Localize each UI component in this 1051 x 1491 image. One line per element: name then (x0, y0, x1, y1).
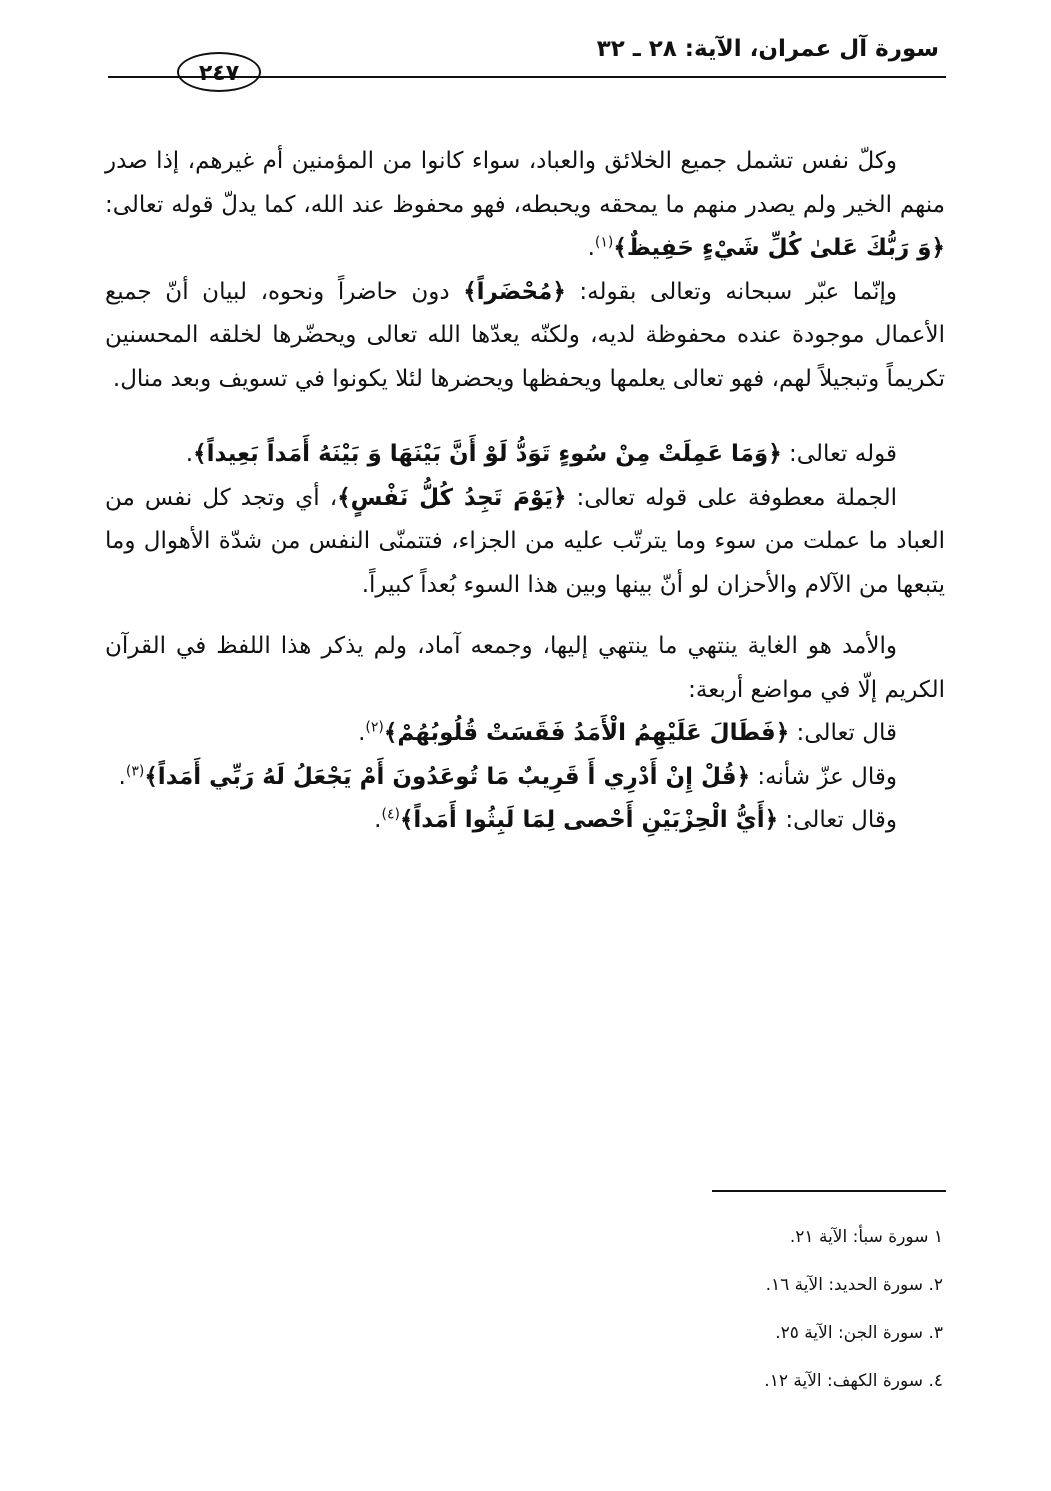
quran-quote: ﴿يَوْمَ تَجِدُ كُلُّ نَفْسٍ﴾ (337, 484, 567, 511)
paragraph-8 (105, 799, 945, 843)
paragraph-4 (105, 477, 945, 608)
paragraph-7 (105, 756, 945, 800)
paragraph-text: ، أي وتجد كل نفس من العباد ما عملت من سوء وما يترتّب عليه من الجزاء، فتتمنّى النفس من شدّة الأهوال وما يتبعها من الآلام والأحزان لو أنّ بينها وبين هذا السوء بُعداً كبيراً. (105, 484, 945, 598)
paragraph-5 (105, 625, 945, 712)
footnote-1: ١ سورة سبأ: الآية ٢١. (789, 1227, 943, 1247)
footnote-2: ٢. سورة الحديد: الآية ١٦. (765, 1275, 943, 1295)
paragraph-text: وكلّ نفس تشمل جميع الخلائق والعباد، سواء كانوا من المؤمنين أم غيرهم، إذا صدر منهم الخير ولم يصدر منهم ما يمحقه ويحبطه، فهو محفوظ عند الله، كما يدلّ قوله تعالى: (105, 148, 945, 218)
paragraph-text: . (587, 235, 595, 261)
paragraph-text: . (118, 763, 126, 790)
quran-quote: ﴿مُحْضَراً﴾ (463, 278, 566, 305)
paragraph-text: وإنّما عبّر سبحانه وتعالى بقوله: (565, 278, 897, 305)
footnote-ref-3[interactable]: (٣) (125, 762, 145, 779)
paragraph-text: الجملة معطوفة على قوله تعالى: (566, 484, 897, 511)
footnote-divider (712, 1190, 946, 1192)
footnote-ref-4[interactable]: (٤) (381, 806, 400, 823)
quran-quote: ﴿وَمَا عَمِلَتْ مِنْ سُوءٍ تَوَدُّ لَوْ أَنَّ بَيْنَهَا وَ بَيْنَهُ أَمَداً بَعِيداً﴾ (193, 441, 782, 467)
paragraph-text: وقال تعالى: (778, 807, 897, 833)
main-text (105, 140, 945, 843)
paragraph-text: قوله تعالى: (781, 441, 897, 467)
paragraph-text: . (358, 720, 366, 746)
paragraph-text: وقال عزّ شأنه: (750, 763, 897, 790)
quran-quote: ﴿أَيُّ الْحِزْبَيْنِ أَحْصى لِمَا لَبِثُوا أَمَداً﴾ (399, 807, 779, 833)
verse-heading (105, 433, 945, 477)
quran-quote: ﴿قُلْ إِنْ أَدْرِي أَ قَرِيبٌ مَا تُوعَدُونَ أَمْ يَجْعَلُ لَهُ رَبِّي أَمَداً﴾ (144, 763, 751, 790)
header-divider (108, 76, 946, 78)
paragraph-1 (105, 140, 945, 271)
paragraph-6 (105, 712, 945, 756)
footnote-4: ٤. سورة الكهف: الآية ١٢. (764, 1371, 943, 1391)
paragraph-text: . (374, 807, 382, 833)
paragraph-text: قال تعالى: (789, 720, 897, 746)
paragraph-text: والأمد هو الغاية ينتهي ما ينتهي إليها، وجمعه آماد، ولم يذكر هذا اللفظ في القرآن الكريم إلّا في مواضع أربعة: (105, 633, 945, 703)
footnotes-list (543, 1222, 943, 1414)
paragraph-2 (105, 271, 945, 402)
footnote-3: ٣. سورة الجن: الآية ٢٥. (775, 1323, 943, 1343)
page-number-badge: ٢٤٧ (177, 52, 261, 92)
paragraph-text: . (185, 441, 194, 467)
quran-quote: ﴿فَطَالَ عَلَيْهِمُ الْأَمَدُ فَقَسَتْ قُلُوبُهُمْ﴾ (383, 720, 790, 746)
footnote-ref-2[interactable]: (٢) (365, 719, 384, 736)
running-header-title: سورة آل عمران، الآية: ٢٨ ـ ٣٢ (596, 36, 939, 62)
paragraph-text: دون حاضراً ونحوه، لبيان أنّ جميع الأعمال موجودة عنده محفوظة لديه، ولكنّه يعدّها الله تعالى ويحضّرها لخلقه المحسنين تكريماً وتبجيلاً لهم، فهو تعالى يعلمها ويحفظها ويحضرها لئلا يكونوا في تسويف وبعد منال. (105, 278, 945, 392)
footnote-ref-1[interactable]: (١) (594, 234, 614, 251)
quran-quote: ﴿وَ رَبُّكَ عَلىٰ كُلِّ شَيْءٍ حَفِيظٌ﴾ (613, 235, 945, 261)
